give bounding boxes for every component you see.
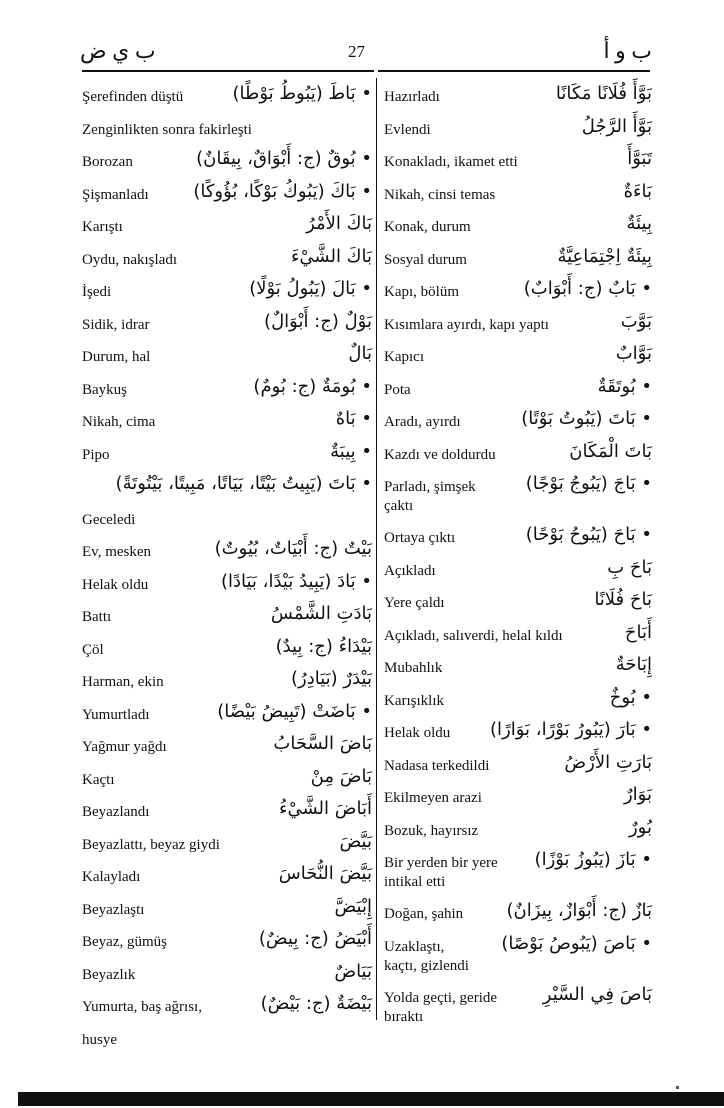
arabic-headword: بَاضَ السَّحَابُ (273, 733, 372, 754)
dictionary-entry (82, 763, 372, 796)
dictionary-entry (82, 210, 372, 243)
entry-main-line (384, 846, 652, 872)
dictionary-entry (82, 665, 372, 698)
turkish-meaning: Karıştı (82, 219, 123, 235)
dictionary-entry (384, 930, 652, 981)
turkish-meaning: Ekilmeyen arazi (384, 790, 482, 806)
turkish-meaning: Kaçtı (82, 771, 115, 788)
arabic-headword: بَاصَ فِي السَّيْرِ (542, 983, 652, 1005)
dictionary-entry (82, 990, 372, 1023)
turkish-meaning: Mubahlık (384, 660, 443, 676)
arabic-headword: أَبَاحَ (624, 621, 652, 643)
turkish-meaning: Doğan, şahin (384, 906, 464, 922)
turkish-meaning: Nikah, cinsi temas (384, 186, 496, 203)
dictionary-entry (82, 470, 372, 503)
turkish-meaning: Yere çaldı (384, 595, 445, 611)
turkish-meaning: Açıkladı (384, 562, 436, 579)
turkish-meaning: Zenginlikten sonra fakirleşti (82, 121, 252, 138)
turkish-meaning: Geceledi (82, 511, 136, 528)
arabic-headword: أَبْيَضُ (ج: بِيضٌ) (258, 928, 372, 949)
arabic-headword: بَاحَ بِ (607, 556, 652, 578)
turkish-meaning: Kalayladı (82, 869, 141, 885)
dictionary-entry (82, 243, 372, 276)
turkish-meaning-continued: çaktı (384, 498, 414, 514)
dictionary-entry (82, 828, 372, 861)
turkish-meaning: Yumurta, baş ağrısı, (82, 999, 202, 1015)
turkish-meaning-continued: bıraktı (384, 1008, 424, 1025)
turkish-meaning: Beyazlandı (82, 804, 150, 820)
dictionary-entry (384, 814, 652, 847)
arabic-headword: • بَاكَ (يَبُوكُ بَوْكًا، بُؤُوكًا) (193, 180, 372, 202)
left-column (82, 80, 372, 1055)
arabic-headword: بَادَتِ الشَّمْسُ (270, 603, 372, 624)
arabic-headword: بَوَّأَ الرَّجُلُ (581, 115, 652, 137)
dictionary-entry (384, 619, 652, 652)
dictionary-entry (82, 438, 372, 471)
scan-mark (676, 1086, 679, 1089)
dictionary-entry (384, 586, 652, 619)
dictionary-entry (82, 80, 372, 113)
arabic-headword: بَيَّضَ النُّحَاسَ (278, 863, 372, 884)
dictionary-entry (82, 405, 372, 438)
dictionary-entry (82, 275, 372, 308)
arabic-headword: • بَاتَ (يَبُوتُ بَوْتًا) (521, 408, 652, 429)
dictionary-entry (384, 521, 652, 554)
dictionary-entry (82, 340, 372, 373)
arabic-headword: بَوَّابٌ (615, 343, 652, 364)
turkish-meaning: Çöl (82, 641, 104, 658)
dictionary-entry (384, 373, 652, 406)
arabic-headword: بُورٌ (628, 816, 652, 838)
turkish-meaning: Şerefinden düştü (82, 89, 184, 105)
turkish-meaning: Konak, durum (384, 219, 471, 235)
arabic-headword: • بَاحَ (يَبُوحُ بَوْحًا) (525, 524, 652, 545)
turkish-meaning: Nadasa terkedildi (384, 757, 490, 774)
dictionary-entry (384, 846, 652, 897)
turkish-meaning: Borozan (82, 154, 133, 170)
entry-main-line (384, 470, 652, 496)
turkish-meaning: Ev, mesken (82, 544, 152, 560)
dictionary-entry (82, 178, 372, 211)
turkish-meaning: husye (82, 1031, 117, 1048)
dictionary-entry (384, 470, 652, 521)
arabic-headword: بَوَّأَ فُلَانًا مَكَانًا (555, 83, 652, 104)
arabic-headword: بَيْضَةٌ (ج: بَيْضٌ) (260, 993, 372, 1014)
turkish-meaning: Bozuk, hayırsız (384, 822, 479, 839)
turkish-meaning: Beyazlaştı (82, 901, 145, 918)
turkish-meaning: Evlendi (384, 121, 431, 138)
turkish-meaning: Konakladı, ikamet etti (384, 154, 518, 170)
turkish-meaning: Harman, ekin (82, 674, 164, 690)
dictionary-entry (82, 893, 372, 926)
dictionary-entry (82, 958, 372, 991)
dictionary-entry (384, 113, 652, 146)
right-column (384, 80, 652, 1032)
arabic-headword: بَارَتِ الأَرْضُ (564, 751, 652, 773)
dictionary-entry (384, 651, 652, 684)
turkish-meaning: Nikah, cima (82, 414, 156, 430)
dictionary-entry (384, 684, 652, 717)
turkish-meaning: Pipo (82, 446, 110, 463)
arabic-headword: بَيْدَاءُ (ج: بِيدٌ) (275, 635, 372, 657)
turkish-meaning: Kapı, bölüm (384, 284, 459, 300)
arabic-headword: بَاءَةٌ (623, 180, 652, 202)
dictionary-entry (82, 633, 372, 666)
arabic-headword: تَبَوَّأَ (627, 148, 652, 169)
arabic-headword: • بَالَ (يَبُولُ بَوْلًا) (249, 278, 372, 299)
turkish-meaning: Beyazlattı, beyaz giydi (82, 836, 220, 853)
turkish-meaning: Hazırladı (384, 89, 440, 105)
dictionary-entry (82, 925, 372, 958)
page-header (0, 0, 724, 80)
turkish-meaning: Helak oldu (82, 576, 149, 593)
dictionary-entry (384, 275, 652, 308)
turkish-meaning: Yolda geçti, geride (384, 989, 498, 1006)
arabic-headword: • بَارَ (يَبُورُ بَوْرًا، بَوَارًا) (490, 719, 652, 740)
turkish-meaning: Aradı, ayırdı (384, 414, 461, 430)
dictionary-entry (384, 145, 652, 178)
turkish-meaning: Açıkladı, salıverdi, helal kıldı (384, 627, 563, 644)
turkish-meaning: İşedi (82, 284, 112, 300)
arabic-headword: بَاكَ الشَّيْءَ (290, 245, 372, 267)
arabic-headword: • بَاضَتْ (تَبِيضُ بَيْضًا) (217, 700, 372, 722)
dictionary-entry (82, 113, 372, 146)
dictionary-entry (384, 781, 652, 814)
dictionary-entry (384, 716, 652, 749)
arabic-headword: إِبْيَضَّ (334, 895, 372, 917)
arabic-headword: بَاكَ الأَمْرُ (306, 213, 372, 234)
arabic-headword: بَيَاضٌ (334, 960, 372, 982)
arabic-headword: • بُوخٌ (609, 686, 652, 708)
turkish-meaning: Pota (384, 381, 411, 398)
arabic-headword: بَاتَ الْمَكَانَ (569, 440, 652, 462)
arabic-headword: • بَابٌ (ج: أَبْوَابٌ) (523, 278, 652, 299)
turkish-meaning: Uzaklaştı, (384, 938, 445, 955)
dictionary-entry (384, 210, 652, 243)
arabic-headword: بَيْتٌ (ج: أَبْيَاتٌ، بُيُوتٌ) (214, 538, 372, 559)
dictionary-entry (82, 1023, 372, 1056)
turkish-meaning: Yağmur yağdı (82, 739, 167, 755)
arabic-headword: بِيئَةٌ اِجْتِمَاعِيَّةٌ (557, 245, 652, 267)
page-number: 27 (348, 42, 365, 61)
arabic-headword: أَبَاضَ الشَّيْءُ (279, 798, 372, 819)
column-divider (376, 78, 377, 1020)
turkish-meaning: Beyazlık (82, 966, 136, 983)
dictionary-entry (384, 749, 652, 782)
turkish-meaning: Oydu, nakışladı (82, 251, 177, 268)
dictionary-entry (82, 730, 372, 763)
dictionary-entry (384, 308, 652, 341)
arabic-headword: • بَاصَ (يَبُوصُ بَوْصًا) (501, 932, 652, 954)
dictionary-entry (384, 554, 652, 587)
arabic-headword: • بِيبَةٌ (330, 440, 372, 462)
turkish-meaning: Yumurtladı (82, 706, 150, 723)
arabic-headword: بَازٌ (ج: أَبْوَازٌ، بِيزَانٌ) (506, 900, 652, 921)
dictionary-entry (82, 535, 372, 568)
arabic-headword: بَيَّضَ (339, 830, 372, 852)
turkish-meaning: Durum, hal (82, 349, 151, 365)
scan-bottom-bar (18, 1092, 724, 1106)
arabic-headword: • بَاطَ (يَبُوطُ بَوْطًا) (232, 83, 372, 104)
turkish-meaning: Kısımlara ayırdı, kapı yaptı (384, 316, 549, 333)
arabic-headword: • بَاهٌ (335, 408, 372, 429)
dictionary-entry (82, 373, 372, 406)
dictionary-entry (82, 308, 372, 341)
dictionary-entry (384, 438, 652, 471)
dictionary-entry (384, 981, 652, 1032)
arabic-headword: بَاضَ مِنْ (310, 765, 372, 787)
dictionary-entry (82, 860, 372, 893)
turkish-meaning: Bir yerden bir yere (384, 855, 498, 871)
turkish-meaning: Parladı, şimşek (384, 479, 476, 495)
entry-main-line (384, 930, 652, 956)
dictionary-entry (384, 80, 652, 113)
dictionary-entry (82, 568, 372, 601)
header-left-letters: ب ي ض (80, 38, 156, 63)
arabic-headword: بَالٌ (348, 343, 372, 364)
header-rule-right (378, 70, 650, 72)
header-rule-left (82, 70, 374, 72)
turkish-meaning-continued: kaçtı, gizlendi (384, 957, 469, 974)
turkish-meaning: Beyaz, gümüş (82, 934, 167, 950)
turkish-meaning: Kapıcı (384, 349, 424, 365)
dictionary-entry (384, 340, 652, 373)
dictionary-entry (384, 178, 652, 211)
turkish-meaning: Şişmanladı (82, 186, 149, 203)
arabic-headword: • بَاجَ (يَبُوجُ بَوْجًا) (525, 473, 652, 494)
turkish-meaning: Karışıklık (384, 692, 444, 709)
header-right-letters: ب و أ (603, 38, 652, 63)
turkish-meaning: Sosyal durum (384, 251, 467, 268)
turkish-meaning: Battı (82, 609, 112, 625)
arabic-headword: • بَازَ (يَبُوزُ بَوْزًا) (534, 849, 652, 870)
turkish-meaning-continued: intikal etti (384, 874, 446, 890)
arabic-headword: بَيْدَرٌ (بَيَادِرُ) (291, 668, 372, 689)
turkish-meaning: Sidik, idrar (82, 316, 150, 333)
arabic-headword: • بُوقٌ (ج: أَبْوَاقٌ، بِيقَانٌ) (196, 148, 372, 169)
dictionary-entry (82, 145, 372, 178)
dictionary-entry (82, 795, 372, 828)
entry-main-line (384, 981, 652, 1007)
turkish-meaning: Baykuş (82, 381, 127, 398)
dictionary-entry (384, 897, 652, 930)
turkish-meaning: Helak oldu (384, 725, 451, 741)
dictionary-entry (82, 698, 372, 731)
arabic-headword: بَوْلٌ (ج: أَبْوَالٌ) (264, 310, 372, 332)
turkish-meaning: Kazdı ve doldurdu (384, 446, 496, 463)
arabic-headword: إِبَاحَةٌ (615, 654, 652, 675)
arabic-headword: • بُوتَقَةٌ (597, 375, 652, 397)
arabic-headword: بَوَّبَ (620, 310, 652, 332)
arabic-headword: • بَادَ (يَبِيدُ بَيْدًا، بَيَادًا) (220, 570, 372, 592)
arabic-headword: بَوَارٌ (623, 784, 652, 805)
dictionary-entry (384, 243, 652, 276)
dictionary-entry (82, 600, 372, 633)
arabic-headword: بِيئَةٌ (626, 213, 652, 234)
arabic-headword: • بَاتَ (يَبِيتُ بَيْتًا، بَيَاتًا، مَبِيتًا، بَيْتُوتَةً) (115, 473, 372, 494)
dictionary-entry (384, 405, 652, 438)
arabic-headword: • بُومَةٌ (ج: بُومٌ) (253, 375, 372, 397)
arabic-headword: بَاحَ فُلَانًا (594, 589, 652, 610)
dictionary-entry (82, 503, 372, 536)
turkish-meaning: Ortaya çıktı (384, 530, 456, 546)
